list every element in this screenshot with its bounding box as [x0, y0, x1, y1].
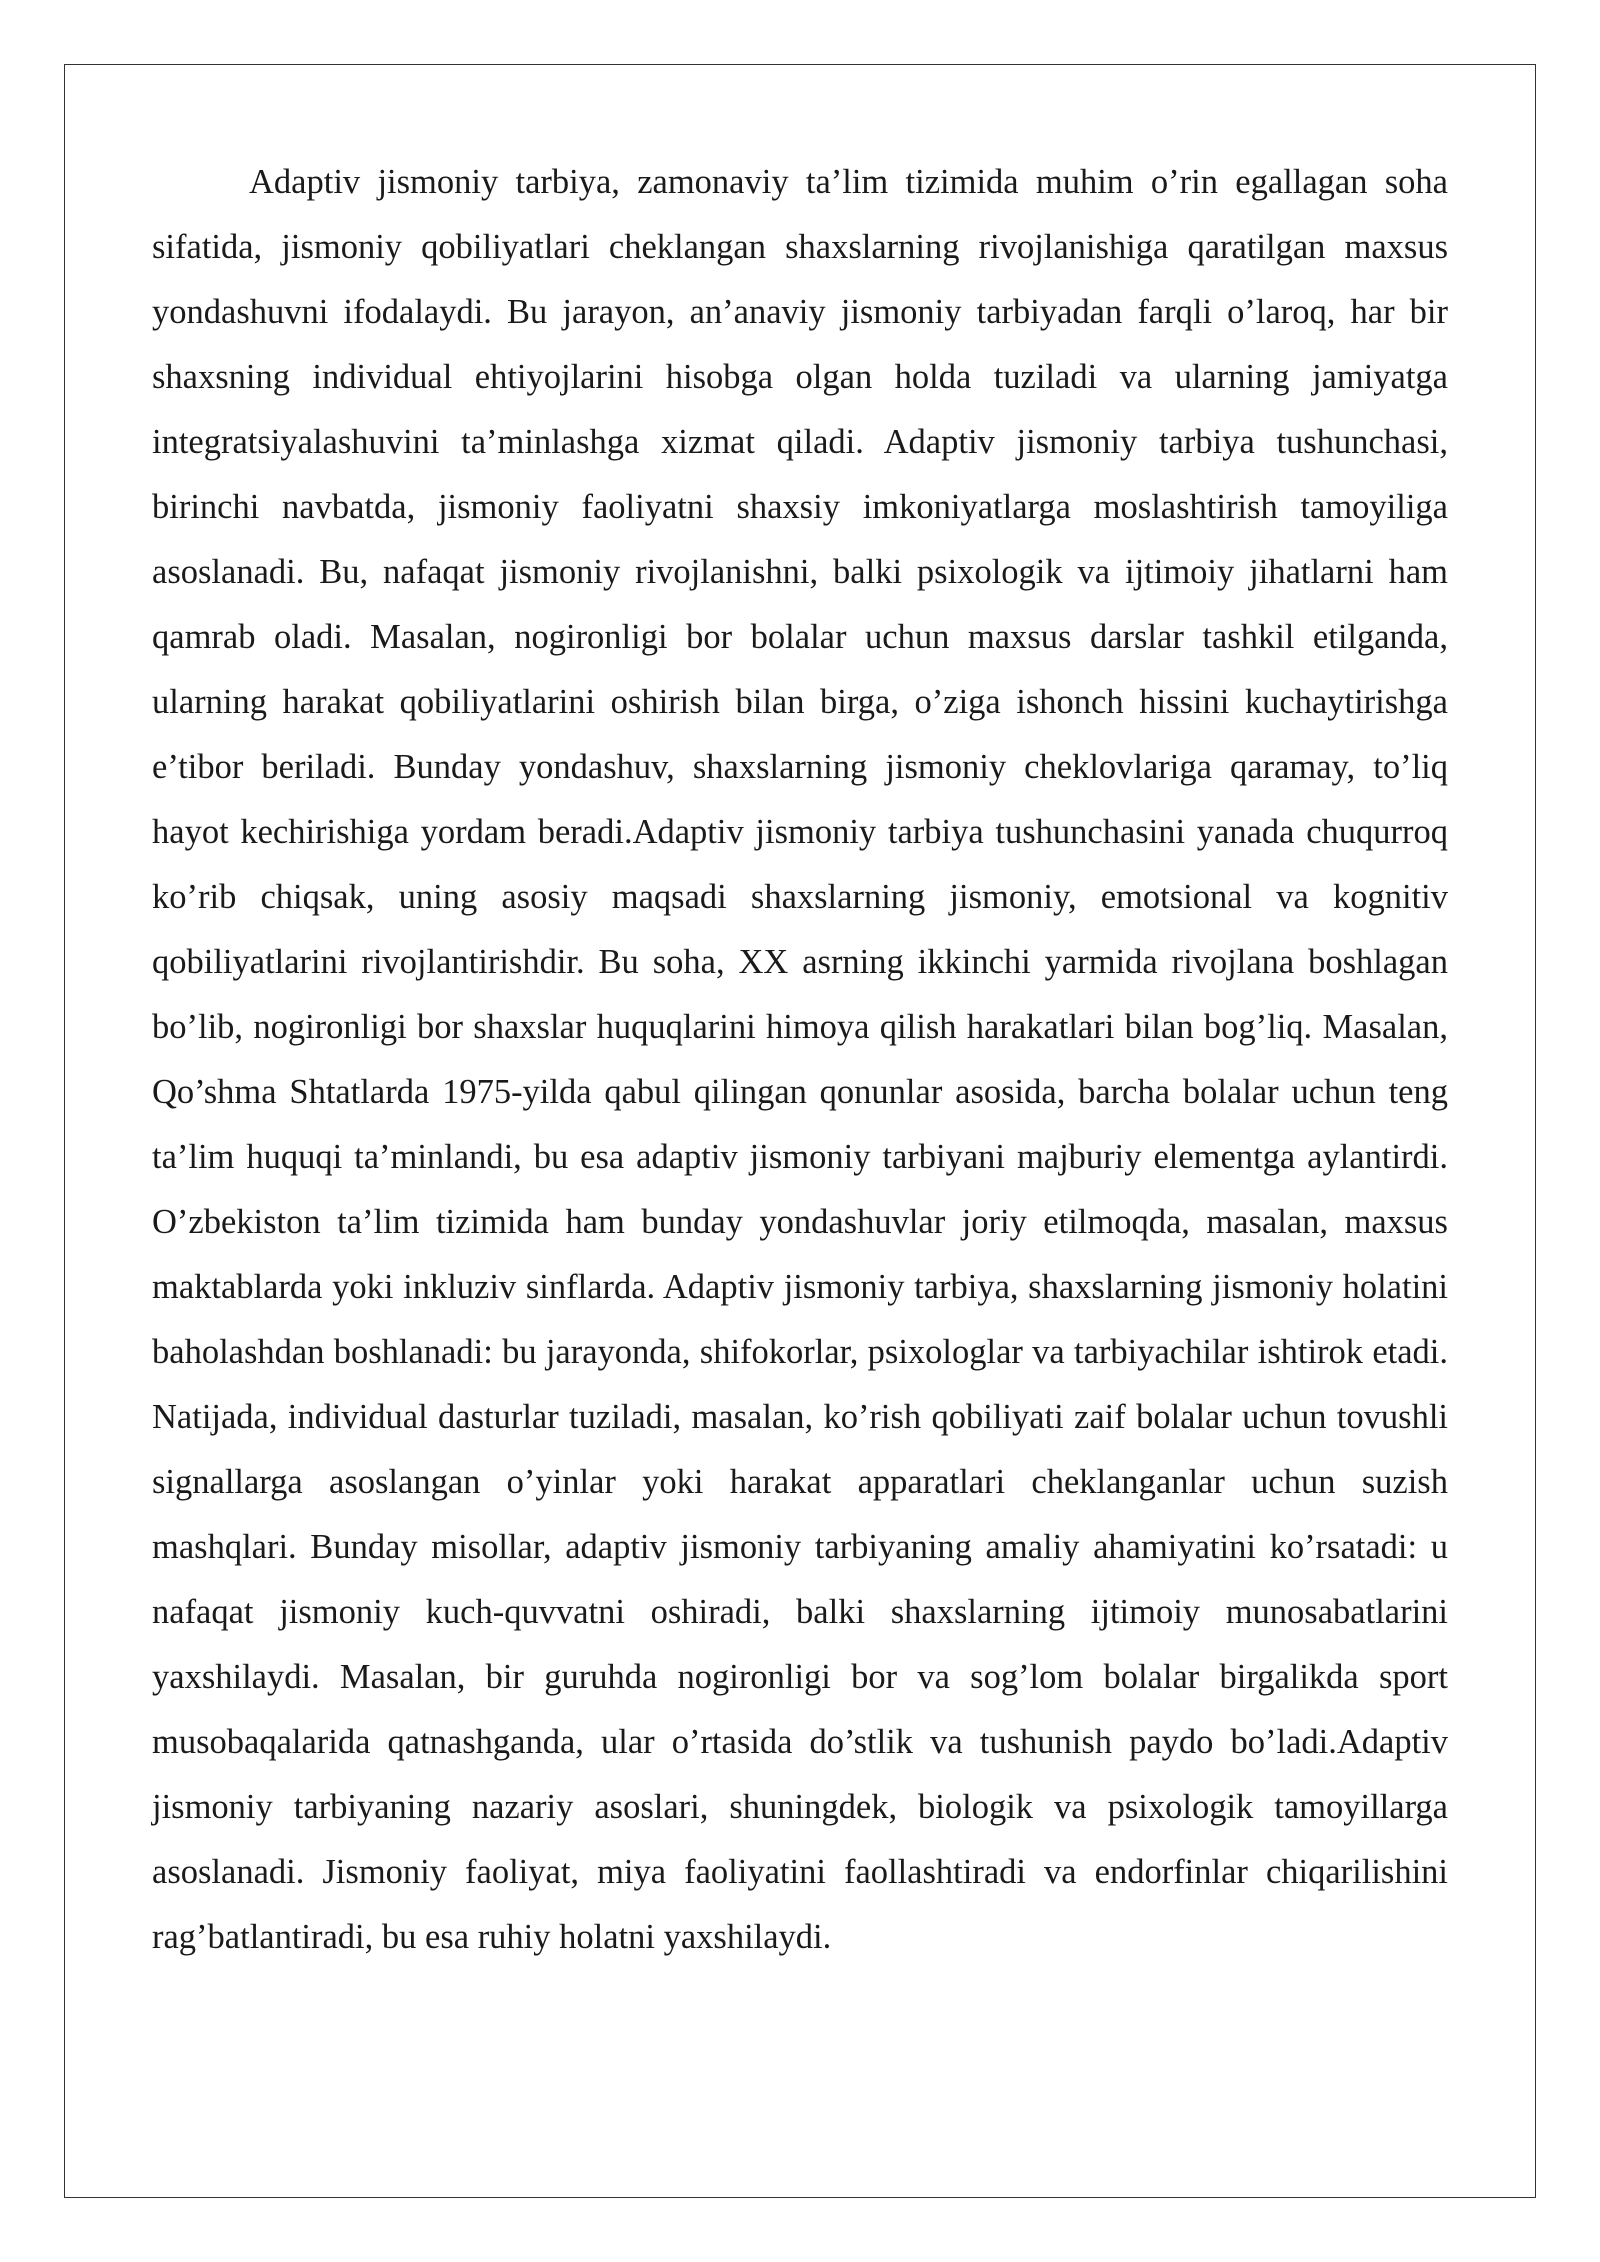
- body-paragraph: Adaptiv jismoniy tarbiya, zamonaviy ta’lim tizimida muhim o’rin egallagan soha sifatida, jismoniy qobiliyatlari cheklangan shaxslarning rivojlanishiga qaratilgan maxsus yondashuvni ifodalaydi. Bu jarayon, an’anaviy jismoniy tarbiyadan farqli o’laroq, har bir shaxsning individual ehtiyojlarini hisobga olgan holda tuziladi va ularning jamiyatga integratsiyalashuvini ta’minlashga xizmat qiladi. Adaptiv jismoniy tarbiya tushunchasi, birinchi navbatda, jismoniy faoliyatni shaxsiy imkoniyatlarga moslashtirish tamoyiliga asoslanadi. Bu, nafaqat jismoniy rivojlanishni, balki psixologik va ijtimoiy jihatlarni ham qamrab oladi. Masalan, nogironligi bor bolalar uchun maxsus darslar tashkil etilganda, ularning harakat qobiliyatlarini oshirish bilan birga, o’ziga ishonch hissini kuchaytirishga e’tibor beriladi. Bunday yondashuv, shaxslarning jismoniy cheklovlariga qaramay, to’liq hayot kechirishiga yordam beradi.Adaptiv jismoniy tarbiya tushunchasini yanada chuqurroq ko’rib chiqsak, uning asosiy maqsadi shaxslarning jismoniy, emotsional va kognitiv qobiliyatlarini rivojlantirishdir. Bu soha, XX asrning ikkinchi yarmida rivojlana boshlagan bo’lib, nogironligi bor shaxslar huquqlarini himoya qilish harakatlari bilan bog’liq. Masalan, Qo’shma Shtatlarda 1975-yilda qabul qilingan qonunlar asosida, barcha bolalar uchun teng ta’lim huquqi ta’minlandi, bu esa adaptiv jismoniy tarbiyani majburiy elementga aylantirdi. O’zbekiston ta’lim tizimida ham bunday yondashuvlar joriy etilmoqda, masalan, maxsus maktablarda yoki inkluziv sinflarda. Adaptiv jismoniy tarbiya, shaxslarning jismoniy holatini baholashdan boshlanadi: bu jarayonda, shifokorlar, psixologlar va tarbiyachilar ishtirok etadi. Natijada, individual dasturlar tuziladi, masalan, ko’rish qobiliyati zaif bolalar uchun tovushli signallarga asoslangan o’yinlar yoki harakat apparatlari cheklanganlar uchun suzish mashqlari. Bunday misollar, adaptiv jismoniy tarbiyaning amaliy ahamiyatini ko’rsatadi: u nafaqat jismoniy kuch-quvvatni oshiradi, balki shaxslarning ijtimoiy munosabatlarini yaxshilaydi. Masalan, bir guruhda nogironligi bor va sog’lom bolalar birgalikda sport musobaqalarida qatnashganda, ular o’rtasida do’stlik va tushunish paydo bo’ladi.Adaptiv jismoniy tarbiyaning nazariy asoslari, shuningdek, biologik va psixologik tamoyillarga asoslanadi. Jismoniy faoliyat, miya faoliyatini faollashtiradi va endorfinlar chiqarilishini rag’batlantiradi, bu esa ruhiy holatni yaxshilaydi.: [152, 163, 1448, 1956]
